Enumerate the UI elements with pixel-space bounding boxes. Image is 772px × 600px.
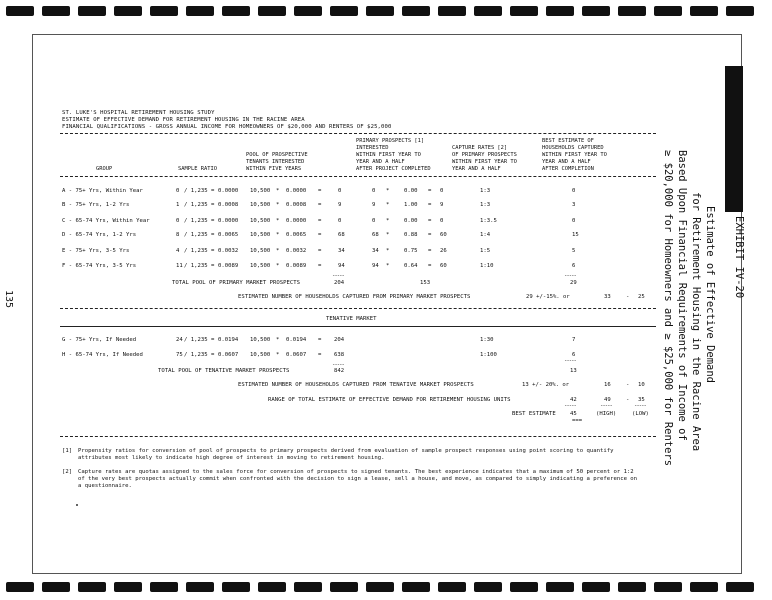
tentative-title: TENATIVE MARKET <box>326 316 377 322</box>
range-low: 35 <box>638 397 645 403</box>
exhibit-title-3: Based Upon Financial Requirements of Income of <box>676 150 688 441</box>
sprocket-hole <box>150 582 178 592</box>
row-sample-count: 1 <box>176 202 180 208</box>
row-primary-multiplier: 0.00 <box>404 218 418 224</box>
row-sample-denominator: / 1,235 = <box>184 248 215 254</box>
row-capture-rate: 1:3 <box>480 202 491 208</box>
primary-pool-total: 204 <box>334 280 345 286</box>
primary-estimate-high: 33 <box>604 294 611 300</box>
col-capture: CAPTURE RATES [2] OF PRIMARY PROSPECTS WITHIN FIRST YEAR TO YEAR AND A HALF <box>452 145 517 172</box>
table-row <box>0 263 700 271</box>
footnote-1-marker: [1] <box>62 448 73 454</box>
sprocket-hole <box>510 582 538 592</box>
sprocket-hole <box>546 6 574 16</box>
table-row <box>0 352 700 360</box>
sprocket-hole <box>6 6 34 16</box>
sprocket-hole <box>294 582 322 592</box>
row-primary-result: 60 <box>440 263 447 269</box>
row-sample-count: 24 <box>176 337 183 343</box>
sprocket-hole <box>438 6 466 16</box>
row-primary-pool: 9 <box>372 202 376 208</box>
exhibit-id: EXHIBIT IV-20 <box>733 216 745 299</box>
sprocket-hole <box>510 6 538 16</box>
row-primary-result: 0 <box>440 188 444 194</box>
sprocket-hole <box>186 582 214 592</box>
best-total-underline: ----- <box>564 273 576 279</box>
row-equals: = <box>428 248 432 254</box>
row-sample-count: 75 <box>176 352 183 358</box>
best-estimate-underline: === <box>572 418 583 424</box>
row-capture-rate: 1:3.5 <box>480 218 497 224</box>
row-pool-result: 0 <box>338 218 342 224</box>
row-times: * <box>386 263 390 269</box>
row-best-estimate: 7 <box>572 337 576 343</box>
row-sample-ratio: 0.0194 <box>218 337 239 343</box>
row-sample-ratio: 0.0008 <box>218 202 239 208</box>
exhibit-title-1: Estimate of Effective Demand <box>704 206 716 384</box>
primary-prospects-total: 153 <box>420 280 431 286</box>
range-high-underline: ----- <box>600 403 612 409</box>
row-group: C - 65-74 Yrs, Within Year <box>62 218 150 224</box>
pool-total-underline: ----- <box>332 273 344 279</box>
row-equals: = <box>428 202 432 208</box>
sprocket-hole <box>258 582 286 592</box>
row-pool-ratio: 0.0194 <box>286 337 307 343</box>
header-rule <box>60 133 656 134</box>
sprocket-hole <box>546 582 574 592</box>
row-pool-result: 204 <box>334 337 345 343</box>
row-primary-result: 26 <box>440 248 447 254</box>
row-times: * <box>386 188 390 194</box>
range-high: 49 <box>604 397 611 403</box>
col-group: GROUP <box>96 166 113 172</box>
tentative-total-label: TOTAL POOL OF TENATIVE MARKET PROSPECTS <box>158 368 290 374</box>
study-qualifications: FINANCIAL QUALIFICATIONS - GROSS ANNUAL INCOME FOR HOMEOWNERS OF $20,000 AND RENTERS OF $25,000 <box>62 124 392 130</box>
row-equals: = <box>318 337 322 343</box>
sprocket-hole <box>474 6 502 16</box>
exhibit-title-4: ≥ $20,000 for Homeowners and ≥ $25,000 for Renters <box>662 150 674 467</box>
footnote-1-text: Propensity ratios for conversion of pool of prospects to primary prospects derived from evaluation of sample prospect responses using point scoring to quantify attributes most likely to indicate high degree of interest in moving to retirement housing. <box>78 448 614 461</box>
range-dash: - <box>626 397 630 403</box>
primary-section-rule <box>60 308 656 309</box>
sprocket-holes-bottom <box>0 582 772 594</box>
row-pool-ratio: 0.0065 <box>286 232 307 238</box>
row-sample-ratio: 0.0032 <box>218 248 239 254</box>
high-label: (HIGH) <box>596 411 617 417</box>
row-equals: = <box>428 232 432 238</box>
row-primary-multiplier: 1.00 <box>404 202 418 208</box>
sprocket-hole <box>438 582 466 592</box>
sprocket-hole <box>330 582 358 592</box>
row-times: * <box>276 202 280 208</box>
row-equals: = <box>318 352 322 358</box>
row-times: * <box>276 232 280 238</box>
row-pool-result: 94 <box>338 263 345 269</box>
row-pool-result: 9 <box>338 202 342 208</box>
col-primary: PRIMARY PROSPECTS [1] INTERESTED WITHIN FIRST YEAR TO YEAR AND A HALF AFTER PROJECT COMPLETED <box>356 138 431 172</box>
sprocket-hole <box>6 582 34 592</box>
row-pool-ratio: 0.0000 <box>286 188 307 194</box>
sprocket-hole <box>474 582 502 592</box>
row-times: * <box>386 202 390 208</box>
row-pool-ratio: 0.0008 <box>286 202 307 208</box>
binder-tab <box>725 66 743 212</box>
primary-estimate-dash: - <box>626 294 630 300</box>
row-primary-pool: 34 <box>372 248 379 254</box>
row-sample-ratio: 0.0089 <box>218 263 239 269</box>
sprocket-hole <box>690 582 718 592</box>
row-pool-result: 68 <box>338 232 345 238</box>
sprocket-hole <box>330 6 358 16</box>
sprocket-hole <box>366 6 394 16</box>
row-times: * <box>276 352 280 358</box>
sprocket-hole <box>114 582 142 592</box>
sprocket-hole <box>582 6 610 16</box>
sprocket-hole <box>186 6 214 16</box>
row-primary-result: 9 <box>440 202 444 208</box>
row-best-estimate: 6 <box>572 352 576 358</box>
sprocket-hole <box>582 582 610 592</box>
row-primary-result: 0 <box>440 218 444 224</box>
sprocket-hole <box>618 6 646 16</box>
row-capture-rate: 1:30 <box>480 337 494 343</box>
primary-estimate-low: 25 <box>638 294 645 300</box>
row-sample-denominator: / 1,235 = <box>184 188 215 194</box>
sprocket-holes-top <box>0 6 772 18</box>
tentative-estimate-label: ESTIMATED NUMBER OF HOUSEHOLDS CAPTURED FROM TENATIVE MARKET PROSPECTS <box>238 382 474 388</box>
row-group: A - 75+ Yrs, Within Year <box>62 188 143 194</box>
row-equals: = <box>428 218 432 224</box>
row-pool-ratio: 0.0000 <box>286 218 307 224</box>
sprocket-hole <box>222 582 250 592</box>
sprocket-hole <box>258 6 286 16</box>
tentative-best-underline: ----- <box>564 358 576 364</box>
sprocket-hole <box>690 6 718 16</box>
row-pool-ratio: 0.0607 <box>286 352 307 358</box>
primary-best-total: 29 <box>570 280 577 286</box>
row-best-estimate: 0 <box>572 188 576 194</box>
sprocket-hole <box>78 582 106 592</box>
study-subtitle: ESTIMATE OF EFFECTIVE DEMAND FOR RETIREMENT HOUSING IN THE RACINE AREA <box>62 117 305 123</box>
row-sample-count: 8 <box>176 232 180 238</box>
range-low-underline: ----- <box>634 403 646 409</box>
row-best-estimate: 15 <box>572 232 579 238</box>
row-times: * <box>276 248 280 254</box>
row-capture-rate: 1:3 <box>480 188 491 194</box>
footnote-2-text: Capture rates are quotas assigned to the sales force for conversion of prospects to signed tenants. The best experience indicates that a maximum of 50 percent or 1:2 of the very best prospects actually commit when confronted with the decision to sign a lease, sell a house, and move, as compared to simply indicating a preference on a questionnaire. <box>78 469 638 489</box>
page-number: 135 <box>3 290 14 309</box>
footnote-rule <box>60 436 656 437</box>
row-sample-denominator: / 1,235 = <box>184 232 215 238</box>
row-equals: = <box>318 232 322 238</box>
row-group: E - 75+ Yrs, 3-5 Yrs <box>62 248 130 254</box>
tentative-rule <box>60 326 656 327</box>
row-equals: = <box>318 248 322 254</box>
row-pool: 10,500 <box>250 188 271 194</box>
table-row <box>0 248 700 256</box>
row-capture-rate: 1:4 <box>480 232 491 238</box>
sprocket-hole <box>42 6 70 16</box>
row-sample-denominator: / 1,235 = <box>184 263 215 269</box>
row-best-estimate: 6 <box>572 263 576 269</box>
row-times: * <box>276 218 280 224</box>
row-pool-ratio: 0.0089 <box>286 263 307 269</box>
row-pool-ratio: 0.0032 <box>286 248 307 254</box>
row-primary-pool: 0 <box>372 218 376 224</box>
sprocket-hole <box>618 582 646 592</box>
sprocket-hole <box>366 582 394 592</box>
col-sample-ratio: SAMPLE RATIO <box>178 166 217 172</box>
row-pool: 10,500 <box>250 263 271 269</box>
row-primary-multiplier: 0.75 <box>404 248 418 254</box>
row-sample-count: 11 <box>176 263 183 269</box>
row-group: D - 65-74 Yrs, 1-2 Yrs <box>62 232 137 238</box>
row-best-estimate: 0 <box>572 218 576 224</box>
row-pool-result: 0 <box>338 188 342 194</box>
best-estimate-value: 45 <box>570 411 577 417</box>
row-best-estimate: 5 <box>572 248 576 254</box>
sprocket-hole <box>294 6 322 16</box>
row-times: * <box>276 337 280 343</box>
range-label: RANGE OF TOTAL ESTIMATE OF EFFECTIVE DEMAND FOR RETIREMENT HOUSING UNITS <box>268 397 511 403</box>
row-primary-pool: 0 <box>372 188 376 194</box>
tentative-best-total: 13 <box>570 368 577 374</box>
primary-estimate-value: 29 +/-15%. or <box>526 294 570 300</box>
sprocket-hole <box>726 6 754 16</box>
stray-mark <box>76 504 78 506</box>
tentative-pool-underline: ----- <box>332 362 344 368</box>
row-pool: 10,500 <box>250 352 271 358</box>
tentative-estimate-low: 10 <box>638 382 645 388</box>
sprocket-hole <box>402 6 430 16</box>
row-sample-denominator: / 1,235 = <box>184 218 215 224</box>
row-primary-multiplier: 0.64 <box>404 263 418 269</box>
tentative-estimate-dash: - <box>626 382 630 388</box>
row-group: F - 65-74 Yrs, 3-5 Yrs <box>62 263 137 269</box>
row-group: G - 75+ Yrs, If Needed <box>62 337 137 343</box>
primary-estimate-label: ESTIMATED NUMBER OF HOUSEHOLDS CAPTURED FROM PRIMARY MARKET PROSPECTS <box>238 294 471 300</box>
sprocket-hole <box>222 6 250 16</box>
row-equals: = <box>428 263 432 269</box>
row-group: H - 65-74 Yrs, If Needed <box>62 352 143 358</box>
best-estimate-label: BEST ESTIMATE <box>512 411 556 417</box>
study-title: ST. LUKE'S HOSPITAL RETIREMENT HOUSING STUDY <box>62 110 215 116</box>
row-primary-multiplier: 0.88 <box>404 232 418 238</box>
row-times: * <box>276 188 280 194</box>
row-equals: = <box>318 218 322 224</box>
sprocket-hole <box>654 582 682 592</box>
range-underline: ----- <box>564 403 576 409</box>
row-times: * <box>386 248 390 254</box>
row-equals: = <box>318 188 322 194</box>
table-row <box>0 188 700 196</box>
row-sample-count: 0 <box>176 188 180 194</box>
row-capture-rate: 1:5 <box>480 248 491 254</box>
table-row <box>0 218 700 226</box>
footnote-2 <box>62 469 642 490</box>
row-primary-pool: 68 <box>372 232 379 238</box>
row-pool-result: 638 <box>334 352 345 358</box>
row-equals: = <box>318 263 322 269</box>
row-equals: = <box>428 188 432 194</box>
row-pool-result: 34 <box>338 248 345 254</box>
footnote-2-marker: [2] <box>62 469 73 475</box>
row-sample-count: 4 <box>176 248 180 254</box>
row-times: * <box>386 218 390 224</box>
sprocket-hole <box>150 6 178 16</box>
row-capture-rate: 1:10 <box>480 263 494 269</box>
range-best: 42 <box>570 397 577 403</box>
row-times: * <box>276 263 280 269</box>
table-row <box>0 337 700 345</box>
col-best: BEST ESTIMATE OF HOUSEHOLDS CAPTURED WITHIN FIRST YEAR TO YEAR AND A HALF AFTER COMPLETION <box>542 138 607 172</box>
row-best-estimate: 3 <box>572 202 576 208</box>
row-equals: = <box>318 202 322 208</box>
table-row <box>0 202 700 210</box>
row-capture-rate: 1:100 <box>480 352 497 358</box>
row-sample-denominator: / 1,235 = <box>184 352 215 358</box>
tentative-pool-total: 842 <box>334 368 345 374</box>
row-sample-denominator: / 1,235 = <box>184 337 215 343</box>
table-row <box>0 232 700 240</box>
row-sample-denominator: / 1,235 = <box>184 202 215 208</box>
sprocket-hole <box>726 582 754 592</box>
row-sample-ratio: 0.0000 <box>218 218 239 224</box>
row-sample-count: 0 <box>176 218 180 224</box>
row-group: B - 75+ Yrs, 1-2 Yrs <box>62 202 130 208</box>
row-pool: 10,500 <box>250 202 271 208</box>
exhibit-title-2: for Retirement Housing in the Racine Area <box>690 192 702 452</box>
tentative-estimate-value: 13 +/- 20%. or <box>522 382 570 388</box>
footnote-1 <box>62 448 642 462</box>
row-primary-pool: 94 <box>372 263 379 269</box>
row-pool: 10,500 <box>250 248 271 254</box>
row-pool: 10,500 <box>250 218 271 224</box>
sprocket-hole <box>114 6 142 16</box>
low-label: (LOW) <box>632 411 649 417</box>
row-pool: 10,500 <box>250 337 271 343</box>
sprocket-hole <box>402 582 430 592</box>
row-primary-multiplier: 0.00 <box>404 188 418 194</box>
sprocket-hole <box>654 6 682 16</box>
sprocket-hole <box>42 582 70 592</box>
row-sample-ratio: 0.0000 <box>218 188 239 194</box>
col-pool: POOL OF PROSPECTIVE TENANTS INTERESTED WITHIN FIVE YEARS <box>246 152 308 172</box>
tentative-estimate-high: 16 <box>604 382 611 388</box>
row-sample-ratio: 0.0607 <box>218 352 239 358</box>
primary-total-label: TOTAL POOL OF PRIMARY MARKET PROSPECTS <box>172 280 300 286</box>
column-header-rule <box>60 176 656 177</box>
row-times: * <box>386 232 390 238</box>
row-primary-result: 60 <box>440 232 447 238</box>
row-pool: 10,500 <box>250 232 271 238</box>
sprocket-hole <box>78 6 106 16</box>
row-sample-ratio: 0.0065 <box>218 232 239 238</box>
